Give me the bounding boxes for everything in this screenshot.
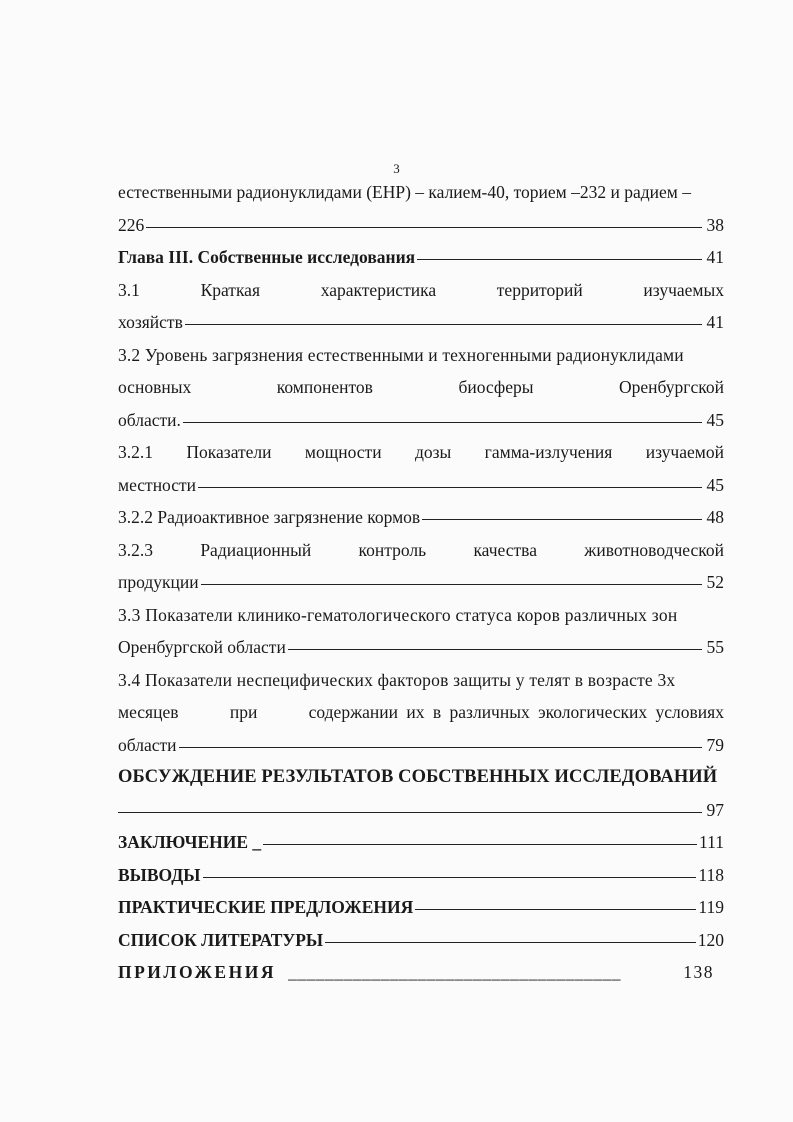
toc-entry-text: хозяйств	[118, 312, 183, 332]
toc-word: дозы	[414, 442, 452, 462]
toc-word: Краткая	[200, 279, 261, 300]
toc-section-3-2-1	[118, 436, 724, 469]
toc-word: 3.2.1	[118, 442, 153, 462]
toc-entry-text: области.	[118, 409, 181, 430]
toc-section-3-2	[118, 339, 724, 372]
toc-section-3-1	[118, 274, 724, 307]
leader-line	[263, 844, 697, 845]
toc-chapter-title: Глава III. Собственные исследования	[118, 247, 416, 267]
toc-page-number: 48	[706, 507, 724, 527]
toc-discussion	[118, 761, 724, 794]
leader-line	[185, 324, 702, 325]
toc-entry-text: продукции	[118, 572, 199, 592]
toc-entry-text: 226	[118, 214, 145, 235]
toc-page-number: 138	[683, 962, 714, 982]
leader-line	[325, 942, 696, 943]
toc-chapter-title: ПРИЛОЖЕНИЯ	[118, 962, 276, 982]
toc-section-3-4-line2	[118, 696, 724, 729]
toc-word: Радиационный	[200, 539, 312, 560]
toc-entry-text: 3.4 Показатели неспецифических факторов защиты у телят в возрасте 3х	[118, 669, 676, 690]
toc-entry-text: 3.2.2 Радиоактивное загрязнение кормов	[118, 507, 421, 527]
toc-chapter-title: ЗАКЛЮЧЕНИЕ _	[118, 832, 262, 852]
toc-page-number: 41	[706, 312, 724, 332]
toc-section-3-2-1-cont	[118, 469, 724, 502]
toc-word: компонентов	[276, 377, 373, 397]
toc-entry-enr-cont	[118, 209, 724, 242]
toc-references	[118, 924, 724, 957]
toc-chapter-title: СПИСОК ЛИТЕРАТУРЫ	[118, 929, 324, 950]
toc-word: контроль	[358, 539, 427, 560]
toc-word: изучаемой	[645, 442, 724, 462]
leader-line	[201, 584, 702, 585]
leader-dashes: ____________________________________	[287, 962, 621, 982]
toc-findings	[118, 859, 724, 892]
toc-section-3-1-cont	[118, 306, 724, 339]
toc-appendix	[118, 956, 714, 989]
leader-line	[146, 227, 702, 228]
toc-page-number: 45	[706, 409, 724, 430]
toc-section-3-2-line2	[118, 371, 724, 404]
toc-chapter-title: ОБСУЖДЕНИЕ РЕЗУЛЬТАТОВ СОБСТВЕННЫХ ИССЛЕДОВАНИЙ	[118, 767, 718, 787]
table-of-contents	[118, 176, 724, 989]
toc-entry-text: области	[118, 734, 177, 755]
toc-entry-enr	[118, 176, 724, 209]
toc-word: мощности	[304, 442, 382, 462]
toc-word: качества	[473, 539, 537, 560]
leader-line	[118, 812, 702, 813]
toc-word: основных	[118, 377, 192, 397]
toc-word: гамма-излучения	[484, 442, 613, 462]
toc-word: содержании их в различных экологических условиях	[308, 702, 724, 722]
toc-page-number: 55	[706, 637, 724, 657]
toc-page-number: 38	[706, 214, 724, 235]
toc-entry-text: местности	[118, 474, 197, 495]
toc-entry-text: естественными радионуклидами (ЕНР) – калием-40, торием –232 и радием –	[118, 182, 691, 202]
leader-line	[203, 877, 697, 878]
leader-line	[198, 487, 702, 488]
toc-section-3-3	[118, 599, 724, 632]
toc-section-3-2-cont	[118, 404, 724, 437]
toc-section-3-2-3-cont	[118, 566, 724, 599]
toc-page-number: 111	[699, 832, 724, 852]
toc-section-3-2-2	[118, 501, 724, 534]
toc-word: Показатели	[186, 442, 272, 462]
toc-page-number: 97	[706, 799, 724, 820]
page-number: 3	[393, 161, 400, 176]
toc-word: биосферы	[458, 377, 534, 397]
toc-section-3-4	[118, 664, 724, 697]
toc-chapter-title: ВЫВОДЫ	[118, 864, 201, 885]
toc-word: характеристика	[320, 279, 437, 300]
toc-page-number: 79	[706, 734, 724, 755]
leader-line	[183, 422, 702, 423]
toc-page-number: 52	[706, 572, 724, 592]
toc-word: месяцев	[118, 702, 179, 722]
toc-page-number: 45	[706, 474, 724, 495]
toc-word: 3.2.3	[118, 539, 153, 560]
leader-line	[415, 909, 696, 910]
leader-line	[179, 747, 703, 748]
toc-entry-text: 3.2 Уровень загрязнения естественными и техногенными радионуклидами	[118, 344, 684, 365]
toc-chapter-title: ПРАКТИЧЕСКИЕ ПРЕДЛОЖЕНИЯ	[118, 897, 414, 917]
toc-section-3-2-3	[118, 534, 724, 567]
toc-discussion-cont	[118, 794, 724, 827]
toc-page-number: 120	[697, 929, 724, 950]
toc-entry-text: 3.3 Показатели клинико-гематологического статуса коров различных зон	[118, 604, 678, 625]
toc-word: при	[229, 702, 258, 722]
toc-entry-text: Оренбургской области	[118, 637, 286, 657]
leader-line	[288, 649, 702, 650]
toc-page-number: 41	[706, 247, 724, 267]
toc-word: Оренбургской	[619, 377, 724, 397]
leader-line	[422, 519, 702, 520]
toc-proposals	[118, 891, 724, 924]
toc-word: изучаемых	[643, 279, 724, 300]
toc-word: 3.1	[118, 279, 140, 300]
toc-word: территорий	[496, 279, 583, 300]
toc-page-number: 119	[698, 897, 724, 917]
toc-word: животноводческой	[584, 539, 724, 560]
toc-section-3-4-cont	[118, 729, 724, 762]
toc-conclusion	[118, 826, 724, 859]
leader-line	[417, 259, 702, 260]
toc-chapter-3	[118, 241, 724, 274]
toc-section-3-3-cont	[118, 631, 724, 664]
toc-page-number: 118	[698, 864, 724, 885]
